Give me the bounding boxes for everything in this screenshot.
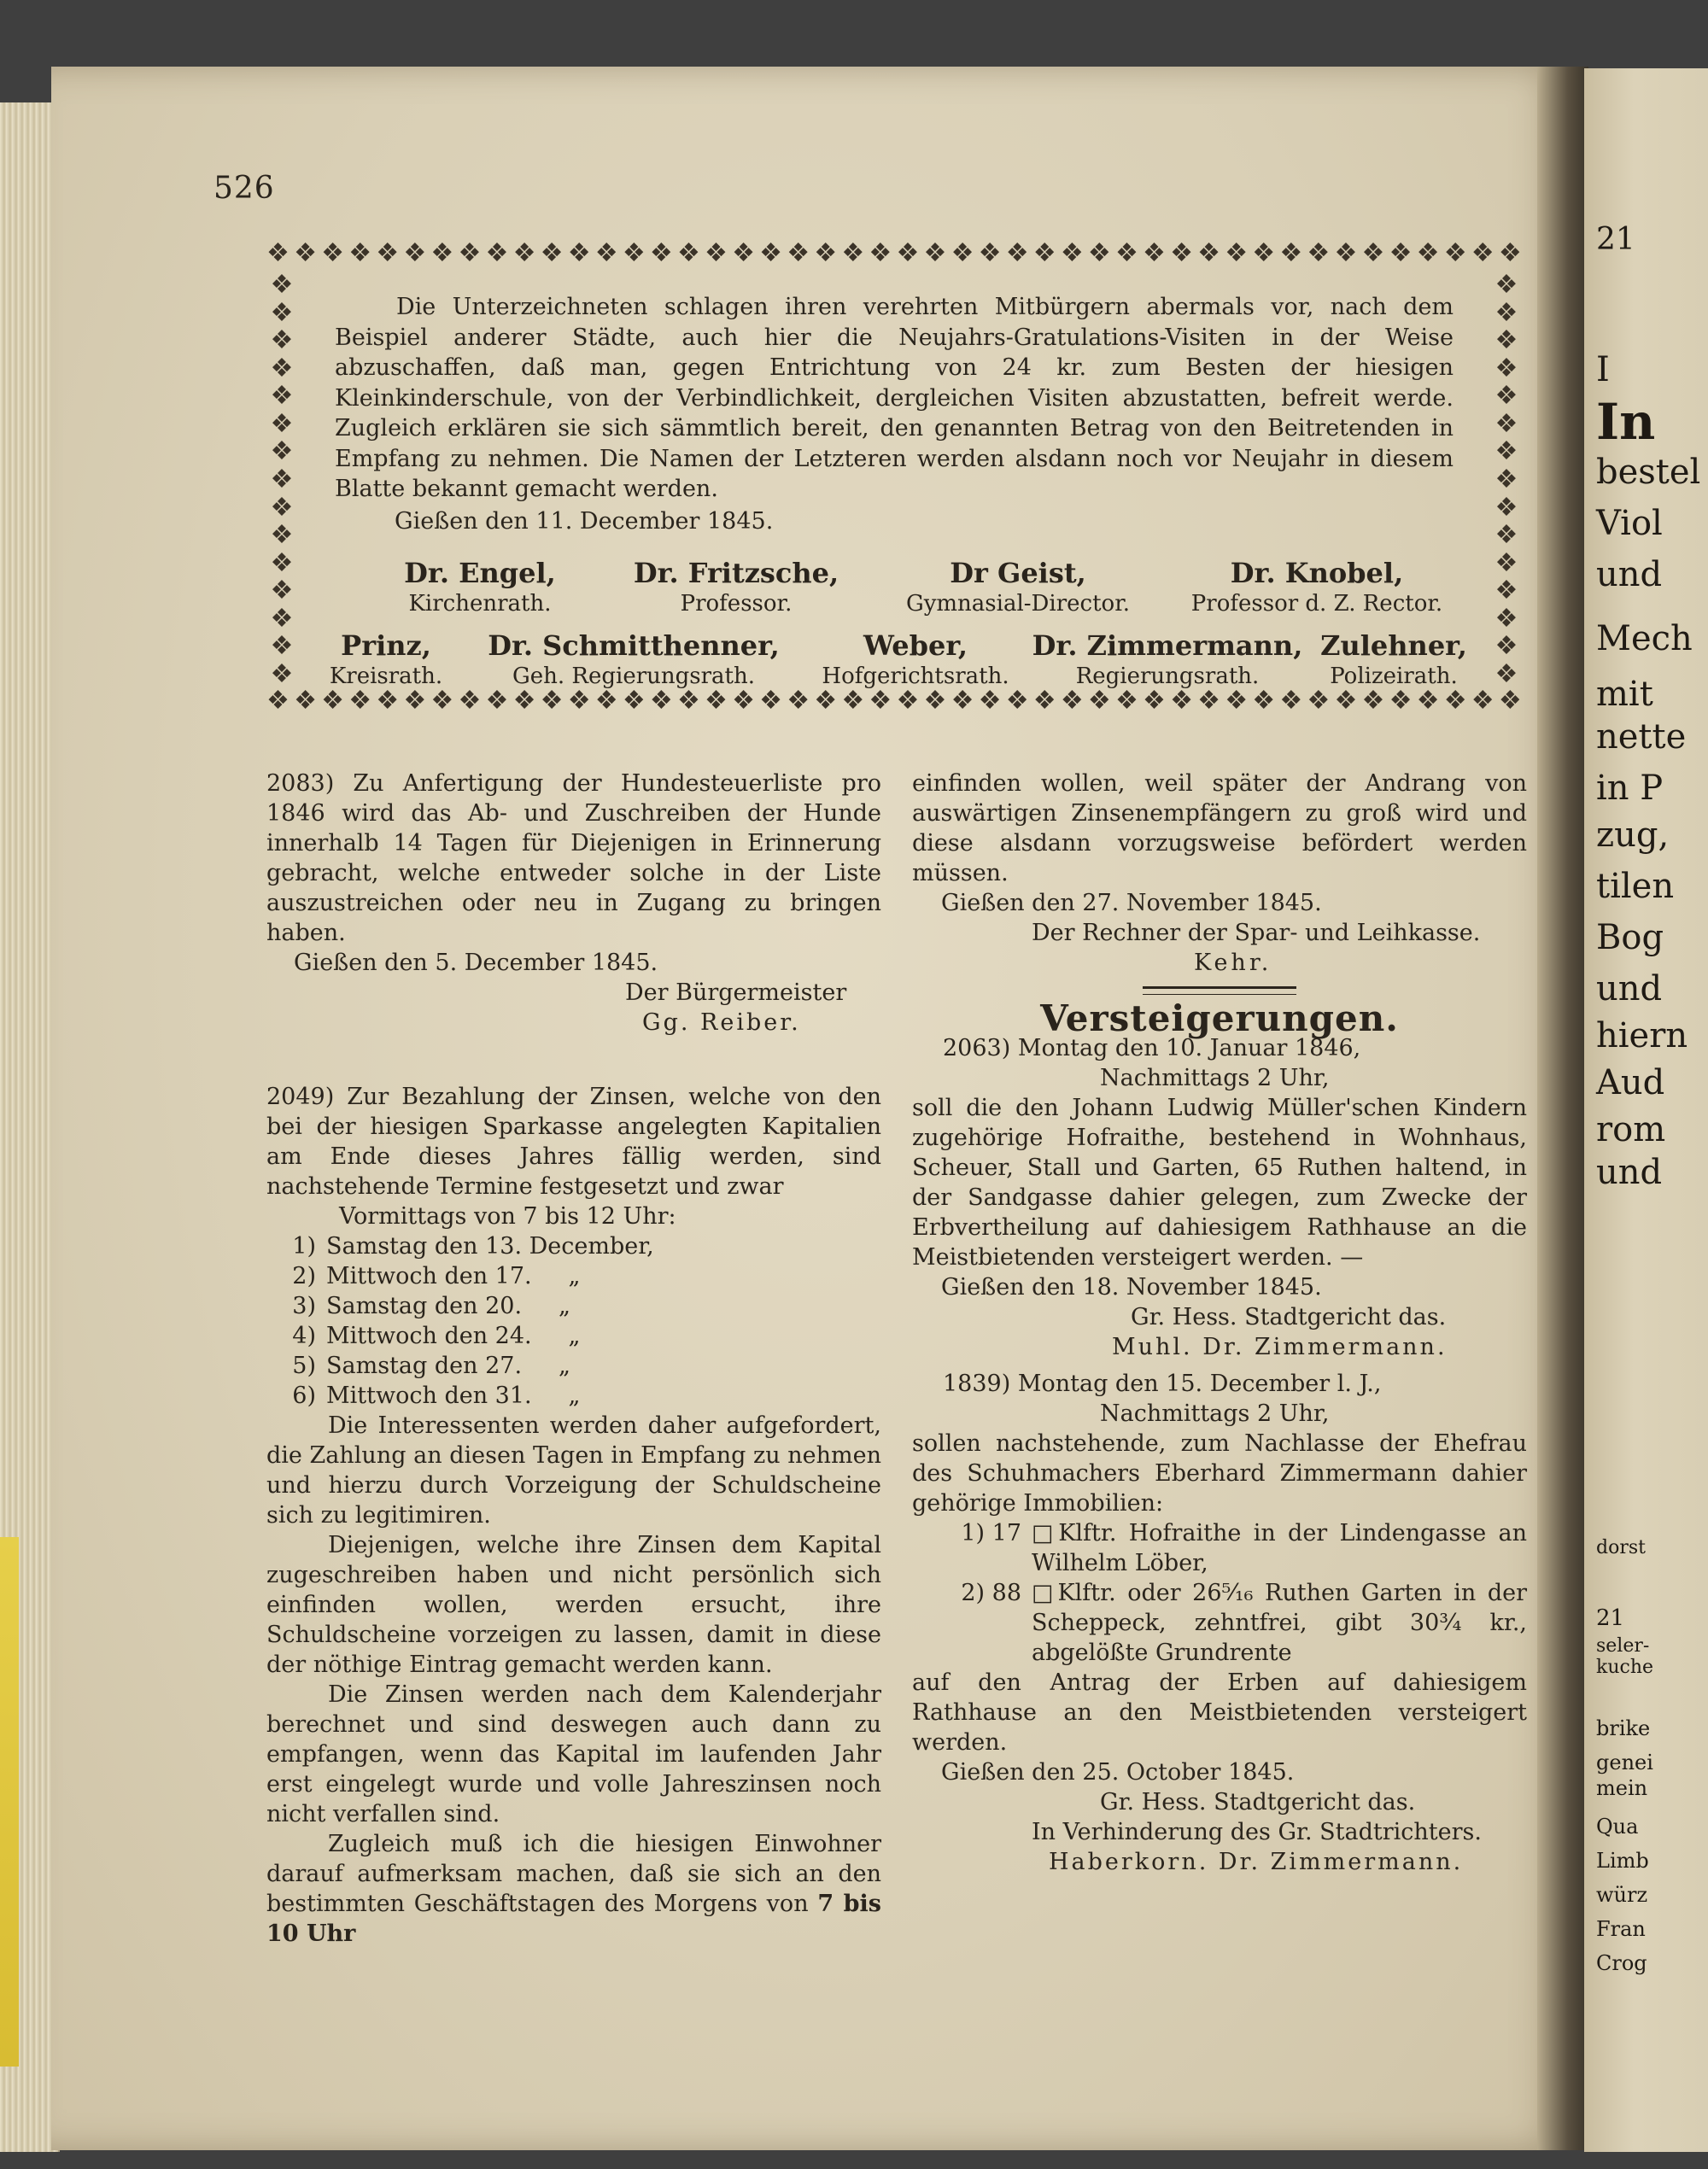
ornament-glyph: ❖ <box>841 688 865 716</box>
ornament-glyph: ❖ <box>869 241 892 268</box>
ornament-glyph: ❖ <box>1279 688 1303 716</box>
notice-2063-text: soll die den Johann Ludwig Müller'schen Kindern zugehörige Hofraithe, bestehend in Wohnhaus, Scheuer, Stall und Garten, 65 Ruthen haltend, in der Sandgasse dahier gelegen, zum Zwecke der Erbvertheilung auf dahiesigem Rathhause an die Meistbietenden versteigert werden. — <box>912 1095 1527 1271</box>
next-page-fragment: I <box>1596 350 1610 389</box>
ornament-glyph: ❖ <box>403 241 427 268</box>
ornament-glyph: ❖ <box>1494 520 1518 551</box>
book-gutter <box>1537 67 1588 2150</box>
payment-date-number: 4) <box>292 1323 316 1349</box>
ornament-glyph: ❖ <box>951 241 974 268</box>
ornament-glyph: ❖ <box>1494 603 1518 634</box>
ornament-glyph: ❖ <box>1389 241 1413 268</box>
next-page-fragment: zug, <box>1596 816 1670 855</box>
ornament-glyph: ❖ <box>270 464 294 494</box>
signer-role: Kreisrath. <box>329 664 443 689</box>
ornament-glyph: ❖ <box>896 688 920 716</box>
ornament-glyph: ❖ <box>1361 241 1385 268</box>
payment-date-item <box>266 1231 881 1261</box>
ornament-glyph: ❖ <box>1032 688 1056 716</box>
ornament-glyph: ❖ <box>1087 241 1111 268</box>
payment-date-number: 5) <box>292 1353 316 1379</box>
ornament-glyph: ❖ <box>1032 241 1056 268</box>
ornament-glyph: ❖ <box>594 688 618 716</box>
ornament-glyph: ❖ <box>321 241 345 268</box>
notice-1839-time: Nachmittags 2 Uhr, <box>1100 1400 1330 1427</box>
payment-dates-list <box>266 1231 881 1411</box>
notice-1839-court: Gr. Hess. Stadtgericht das. <box>1100 1789 1416 1815</box>
notice-box-content <box>335 292 1454 537</box>
ornament-glyph: ❖ <box>1307 241 1331 268</box>
ornament-glyph: ❖ <box>1114 688 1138 716</box>
ornament-glyph: ❖ <box>923 688 947 716</box>
next-page-fragment: Crog <box>1596 1951 1647 1975</box>
ornament-glyph: ❖ <box>1170 688 1193 716</box>
ornament-border-right <box>1491 272 1522 688</box>
ornament-glyph: ❖ <box>294 241 317 268</box>
signer-role: Kirchenrath. <box>408 591 552 617</box>
ornament-glyph: ❖ <box>622 241 646 268</box>
ornament-glyph: ❖ <box>896 241 920 268</box>
continuation-text: einfinden wollen, weil später der Andrang von auswärtigen Zinsenempfängern zu groß wird und diese alsdann vorzugsweise befördert werden müssen. <box>912 770 1527 886</box>
ornament-glyph: ❖ <box>594 241 618 268</box>
notice-2083-date: Gießen den 5. December 1845. <box>294 950 658 976</box>
notice-2049-paragraph-2: Diejenigen, welche ihre Zinsen dem Kapital zugeschreiben haben und nicht persönlich sich einfinden wollen, werden ersucht, ihre Schuldscheine vorzeigen zu lassen, damit in diese der nöthige Eintrag gemacht werden kann. <box>266 1532 881 1678</box>
ornament-glyph: ❖ <box>1443 688 1467 716</box>
ornament-glyph: ❖ <box>458 688 482 716</box>
ornament-glyph: ❖ <box>270 631 294 662</box>
ornament-glyph: ❖ <box>1389 688 1413 716</box>
next-page-fragment: 21 <box>1596 1605 1625 1631</box>
ornament-glyph: ❖ <box>814 241 838 268</box>
ornament-glyph: ❖ <box>676 241 700 268</box>
ornament-glyph: ❖ <box>1494 658 1518 688</box>
ornament-glyph: ❖ <box>1494 631 1518 662</box>
ornament-glyph: ❖ <box>266 688 290 716</box>
next-page-fragment: genei <box>1596 1751 1653 1774</box>
ornament-glyph: ❖ <box>1471 241 1494 268</box>
signer <box>1027 629 1308 689</box>
ornament-glyph: ❖ <box>676 688 700 716</box>
notice-2049-paragraph-1: Die Interessenten werden daher aufgefordert, die Zahlung an diesen Tagen in Empfang zu nehmen und hierzu durch Vorzeigung der Schuldscheine sich zu legitimiren. <box>266 1412 881 1529</box>
signer-name: Zulehner, <box>1320 629 1467 662</box>
signer <box>608 557 864 617</box>
ornament-border-left <box>266 272 297 688</box>
ornament-glyph: ❖ <box>1494 464 1518 494</box>
ornament-glyph: ❖ <box>705 241 728 268</box>
ornament-glyph: ❖ <box>622 688 646 716</box>
ornament-glyph: ❖ <box>1443 241 1467 268</box>
ornament-border-top <box>266 241 1522 272</box>
payment-date-text: Mittwoch den 31. „ <box>326 1383 581 1409</box>
next-page-fragment: und <box>1596 1153 1663 1192</box>
ornament-glyph: ❖ <box>540 688 564 716</box>
ornament-glyph: ❖ <box>1279 241 1303 268</box>
ornament-glyph: ❖ <box>294 688 317 716</box>
ornament-glyph: ❖ <box>1197 241 1221 268</box>
signer <box>1308 629 1479 689</box>
signer <box>873 557 1163 617</box>
immobilie-number: 2) 88 <box>961 1580 1021 1606</box>
signer-role: Gymnasial-Director. <box>905 591 1131 617</box>
signer-role: Geh. Regierungsrath. <box>512 664 756 689</box>
payment-date-text: Mittwoch den 24. „ <box>326 1323 581 1349</box>
ornament-glyph: ❖ <box>1498 688 1522 716</box>
ornament-glyph: ❖ <box>376 241 400 268</box>
signer <box>309 629 463 689</box>
ornament-glyph: ❖ <box>869 688 892 716</box>
ornament-glyph: ❖ <box>270 658 294 688</box>
signer-name: Dr. Zimmermann, <box>1032 629 1303 662</box>
ornament-glyph: ❖ <box>1494 408 1518 439</box>
payment-date-item <box>266 1351 881 1381</box>
immobilie-text: □Klftr. oder 26⁵⁄₁₆ Ruthen Garten in der Scheppeck, zehntfrei, gibt 30³⁄₄ kr., abgelößte Grundrente <box>1032 1580 1527 1666</box>
signer-role: Professor. <box>680 591 793 617</box>
ornament-glyph: ❖ <box>814 688 838 716</box>
signer-name: Dr Geist, <box>950 557 1086 589</box>
section-divider <box>1143 986 1296 995</box>
ornament-glyph: ❖ <box>1252 688 1276 716</box>
signer <box>471 629 796 689</box>
notice-1839-date: Gießen den 25. October 1845. <box>941 1759 1295 1786</box>
ornament-glyph: ❖ <box>649 241 673 268</box>
signer-name: Dr. Engel, <box>404 557 556 589</box>
payment-date-number: 6) <box>292 1383 316 1409</box>
ornament-glyph: ❖ <box>1494 381 1518 412</box>
ornament-glyph: ❖ <box>841 241 865 268</box>
ornament-glyph: ❖ <box>1471 688 1494 716</box>
ornament-glyph: ❖ <box>1225 241 1249 268</box>
next-page-fragment: brike <box>1596 1716 1651 1740</box>
next-page-fragment: seler- <box>1596 1635 1650 1657</box>
signer <box>1172 557 1462 617</box>
ornament-glyph: ❖ <box>270 547 294 578</box>
notice-2063-head: 2063) Montag den 10. Januar 1846, <box>943 1035 1361 1061</box>
immobilie-text: □Klftr. Hofraithe in der Lindengasse an Wilhelm Löber, <box>1032 1520 1527 1576</box>
ornament-glyph: ❖ <box>512 688 536 716</box>
page-number: 526 <box>214 171 275 206</box>
next-page-fragment: rom <box>1596 1110 1666 1149</box>
ornament-glyph: ❖ <box>270 603 294 634</box>
ornament-glyph: ❖ <box>1087 688 1111 716</box>
next-page-fragment: mein <box>1596 1776 1648 1800</box>
next-page-fragment: Mech <box>1596 619 1693 658</box>
next-page-fragment: Viol <box>1596 504 1663 543</box>
ornament-glyph: ❖ <box>270 492 294 523</box>
next-page-fragment: 21 <box>1596 222 1635 257</box>
ornament-glyph: ❖ <box>1494 576 1518 606</box>
ornament-glyph: ❖ <box>787 688 810 716</box>
ornament-glyph: ❖ <box>270 408 294 439</box>
ornament-glyph: ❖ <box>1494 492 1518 523</box>
next-page-fragment: Bog <box>1596 918 1664 957</box>
notice-box-date: Gießen den 11. December 1845. <box>395 507 774 535</box>
ornament-glyph: ❖ <box>705 688 728 716</box>
immobilie-number: 1) 17 <box>961 1520 1021 1546</box>
next-page-fragment: Qua <box>1596 1815 1639 1839</box>
ornament-glyph: ❖ <box>270 436 294 467</box>
ornament-glyph: ❖ <box>1170 241 1193 268</box>
ornament-glyph: ❖ <box>1252 241 1276 268</box>
ornament-glyph: ❖ <box>732 688 755 716</box>
next-page-fragment: In <box>1596 393 1656 451</box>
payment-date-item <box>266 1261 881 1291</box>
notice-2063-time: Nachmittags 2 Uhr, <box>1100 1065 1330 1091</box>
notice-2083-text: 2083) Zu Anfertigung der Hundesteuerliste pro 1846 wird das Ab- und Zuschreiben der Hunde innerhalb 14 Tagen für Diejenigen in Erinnerung gebracht, welche entweder solche in der Liste auszustreichen oder neu in Zugang zu bringen haben. <box>266 770 881 946</box>
next-page-fragment: und <box>1596 555 1663 594</box>
ornament-glyph: ❖ <box>759 688 783 716</box>
ornament-glyph: ❖ <box>787 241 810 268</box>
ornament-glyph: ❖ <box>1005 688 1029 716</box>
next-page-fragment: und <box>1596 969 1663 1008</box>
ornament-glyph: ❖ <box>430 241 454 268</box>
ornament-glyph: ❖ <box>348 688 372 716</box>
ornament-glyph: ❖ <box>1060 241 1084 268</box>
ornament-border-bottom <box>266 688 1522 719</box>
notice-2049-paragraph-3: Die Zinsen werden nach dem Kalenderjahr berechnet und sind deswegen auch dann zu empfangen, wenn das Kapital im laufenden Jahr erst eingelegt wurde und volle Jahreszinsen noch nicht verfallen sind. <box>266 1681 881 1827</box>
ornament-glyph: ❖ <box>270 576 294 606</box>
book-edge-marker <box>0 1537 19 2067</box>
ornament-glyph: ❖ <box>270 325 294 356</box>
immobilien-list <box>912 1518 1527 1668</box>
next-page-fragment: nette <box>1596 717 1687 757</box>
right-column <box>912 769 1527 1877</box>
left-column <box>266 769 881 1949</box>
notice-2063-names: Muhl. Dr. Zimmermann. <box>1112 1334 1448 1360</box>
payment-date-text: Mittwoch den 17. „ <box>326 1263 581 1289</box>
ornament-glyph: ❖ <box>266 241 290 268</box>
next-page-fragment: Aud <box>1596 1063 1665 1102</box>
next-page-fragment: Limb <box>1596 1849 1649 1873</box>
section-heading: Versteigerungen. <box>1040 997 1399 1039</box>
signer-role: Polizeirath. <box>1330 664 1458 689</box>
ornament-glyph: ❖ <box>270 381 294 412</box>
ornament-glyph: ❖ <box>270 520 294 551</box>
ornament-glyph: ❖ <box>540 241 564 268</box>
ornament-glyph: ❖ <box>1143 688 1166 716</box>
ornament-glyph: ❖ <box>485 241 509 268</box>
ornament-glyph: ❖ <box>649 688 673 716</box>
signer-name: Dr. Fritzsche, <box>633 557 839 589</box>
ornament-glyph: ❖ <box>978 688 1002 716</box>
ornament-glyph: ❖ <box>376 688 400 716</box>
ornament-glyph: ❖ <box>1494 297 1518 328</box>
notice-box <box>266 241 1522 719</box>
notice-2049-time: Vormittags von 7 bis 12 Uhr: <box>339 1203 676 1230</box>
signer-name: Weber, <box>863 629 968 662</box>
payment-date-item <box>266 1321 881 1351</box>
next-page-fragment: bestel <box>1596 453 1701 492</box>
ornament-glyph: ❖ <box>1494 272 1518 301</box>
ornament-glyph: ❖ <box>321 688 345 716</box>
signer-role: Professor d. Z. Rector. <box>1190 591 1443 617</box>
signer <box>809 629 1022 689</box>
payment-date-number: 1) <box>292 1233 316 1260</box>
continuation-date: Gießen den 27. November 1845. <box>941 890 1322 916</box>
ornament-glyph: ❖ <box>1416 241 1440 268</box>
ornament-glyph: ❖ <box>1494 325 1518 356</box>
notice-2063-court: Gr. Hess. Stadtgericht das. <box>1131 1304 1447 1330</box>
ornament-glyph: ❖ <box>348 241 372 268</box>
ornament-glyph: ❖ <box>1005 241 1029 268</box>
next-page-fragment: dorst <box>1596 1537 1646 1558</box>
next-page-fragment: würz <box>1596 1883 1648 1907</box>
next-page-fragment: tilen <box>1596 867 1675 906</box>
ornament-glyph: ❖ <box>270 272 294 301</box>
notice-2049-paragraph-4 <box>266 1829 881 1949</box>
ornament-glyph: ❖ <box>1334 688 1358 716</box>
next-page-fragment: hiern <box>1596 1016 1688 1055</box>
notice-2083-signature-title: Der Bürgermeister <box>625 979 847 1006</box>
signer-role: Hofgerichtsrath. <box>822 664 1009 689</box>
ornament-glyph: ❖ <box>759 241 783 268</box>
notice-1839-names: Haberkorn. Dr. Zimmermann. <box>1049 1849 1464 1875</box>
ornament-glyph: ❖ <box>923 241 947 268</box>
immobilie-item <box>912 1578 1527 1668</box>
notice-1839-text: sollen nachstehende, zum Nachlasse der Ehefrau des Schuhmachers Eberhard Zimmermann dahier gehörige Immobilien: <box>912 1430 1527 1517</box>
ornament-glyph: ❖ <box>458 241 482 268</box>
signer-name: Dr. Schmitthenner, <box>488 629 780 662</box>
ornament-glyph: ❖ <box>430 688 454 716</box>
next-page-fragment: kuche <box>1596 1657 1654 1678</box>
ornament-glyph: ❖ <box>1060 688 1084 716</box>
ornament-glyph: ❖ <box>270 297 294 328</box>
notice-2049-paragraph-4-text: Zugleich muß ich die hiesigen Einwohner darauf aufmerksam machen, daß sie sich an den bestimmten Geschäftstagen des Morgens von <box>266 1831 881 1917</box>
ornament-glyph: ❖ <box>512 241 536 268</box>
next-page-fragment: mit <box>1596 675 1653 714</box>
notice-2049-intro: 2049) Zur Bezahlung der Zinsen, welche von den bei der hiesigen Sparkasse angelegten Kapitalien am Ende dieses Jahres fällig werden, sind nachstehende Termine festgesetzt und zwar <box>266 1084 881 1200</box>
notice-1839-deputy: In Verhinderung des Gr. Stadtrichters. <box>1032 1819 1482 1845</box>
ornament-glyph: ❖ <box>1416 688 1440 716</box>
ornament-glyph: ❖ <box>1334 241 1358 268</box>
notice-2049-paragraph-4-bold: 7 bis 10 Uhr <box>266 1891 881 1947</box>
ornament-glyph: ❖ <box>1494 436 1518 467</box>
ornament-glyph: ❖ <box>1494 547 1518 578</box>
payment-date-text: Samstag den 13. December, <box>326 1233 654 1260</box>
notice-box-body: Die Unterzeichneten schlagen ihren verehrten Mitbürgern abermals vor, nach dem Beispiel anderer Städte, auch hier die Neujahrs-Gratulations-Visiten in der Weise abzuschaffen, daß man, gegen Entrichtung von 24 kr. zum Besten der hiesigen Kleinkinderschule, von der Verbindlichkeit, dergleichen Visiten abzustatten, befreit werde. Zugleich erklären sie sich sämmtlich bereit, den genannten Betrag von den Beitretenden in Empfang zu nehmen. Die Namen der Letzteren werden alsdann noch vor Neujahr in diesem Blatte bekannt gemacht werden. <box>335 294 1454 502</box>
signer-role: Regierungsrath. <box>1075 664 1260 689</box>
continuation-signature-title: Der Rechner der Spar- und Leihkasse. <box>1032 920 1481 946</box>
ornament-glyph: ❖ <box>485 688 509 716</box>
notice-2083-signature-name: Gg. Reiber. <box>642 1009 801 1036</box>
ornament-glyph: ❖ <box>732 241 755 268</box>
ornament-glyph: ❖ <box>978 241 1002 268</box>
notice-1839-text-2: auf den Antrag der Erben auf dahiesigem Rathhause an den Meistbietenden versteigert werden. <box>912 1669 1527 1756</box>
payment-date-text: Samstag den 27. „ <box>326 1353 570 1379</box>
ornament-glyph: ❖ <box>567 241 591 268</box>
next-page-edge <box>1584 68 1708 2152</box>
ornament-glyph: ❖ <box>270 353 294 383</box>
payment-date-number: 3) <box>292 1293 316 1319</box>
ornament-glyph: ❖ <box>1494 353 1518 383</box>
ornament-glyph: ❖ <box>1225 688 1249 716</box>
notice-1839-head: 1839) Montag den 15. December l. J., <box>943 1371 1382 1397</box>
signer-name: Dr. Knobel, <box>1230 557 1404 589</box>
notice-2063-date: Gießen den 18. November 1845. <box>941 1274 1322 1301</box>
ornament-glyph: ❖ <box>1498 241 1522 268</box>
ornament-glyph: ❖ <box>1143 241 1166 268</box>
payment-date-text: Samstag den 20. „ <box>326 1293 570 1319</box>
signer <box>352 557 608 617</box>
immobilie-item <box>912 1518 1527 1578</box>
payment-date-item <box>266 1381 881 1411</box>
ornament-glyph: ❖ <box>567 688 591 716</box>
ornament-glyph: ❖ <box>1197 688 1221 716</box>
ornament-glyph: ❖ <box>1361 688 1385 716</box>
ornament-glyph: ❖ <box>403 688 427 716</box>
continuation-signature-name: Kehr. <box>1194 950 1272 976</box>
next-page-fragment: in P <box>1596 769 1664 808</box>
ornament-glyph: ❖ <box>1307 688 1331 716</box>
next-page-fragment: Fran <box>1596 1917 1646 1941</box>
ornament-glyph: ❖ <box>951 688 974 716</box>
payment-date-number: 2) <box>292 1263 316 1289</box>
signer-name: Prinz, <box>341 629 431 662</box>
ornament-glyph: ❖ <box>1114 241 1138 268</box>
payment-date-item <box>266 1291 881 1321</box>
